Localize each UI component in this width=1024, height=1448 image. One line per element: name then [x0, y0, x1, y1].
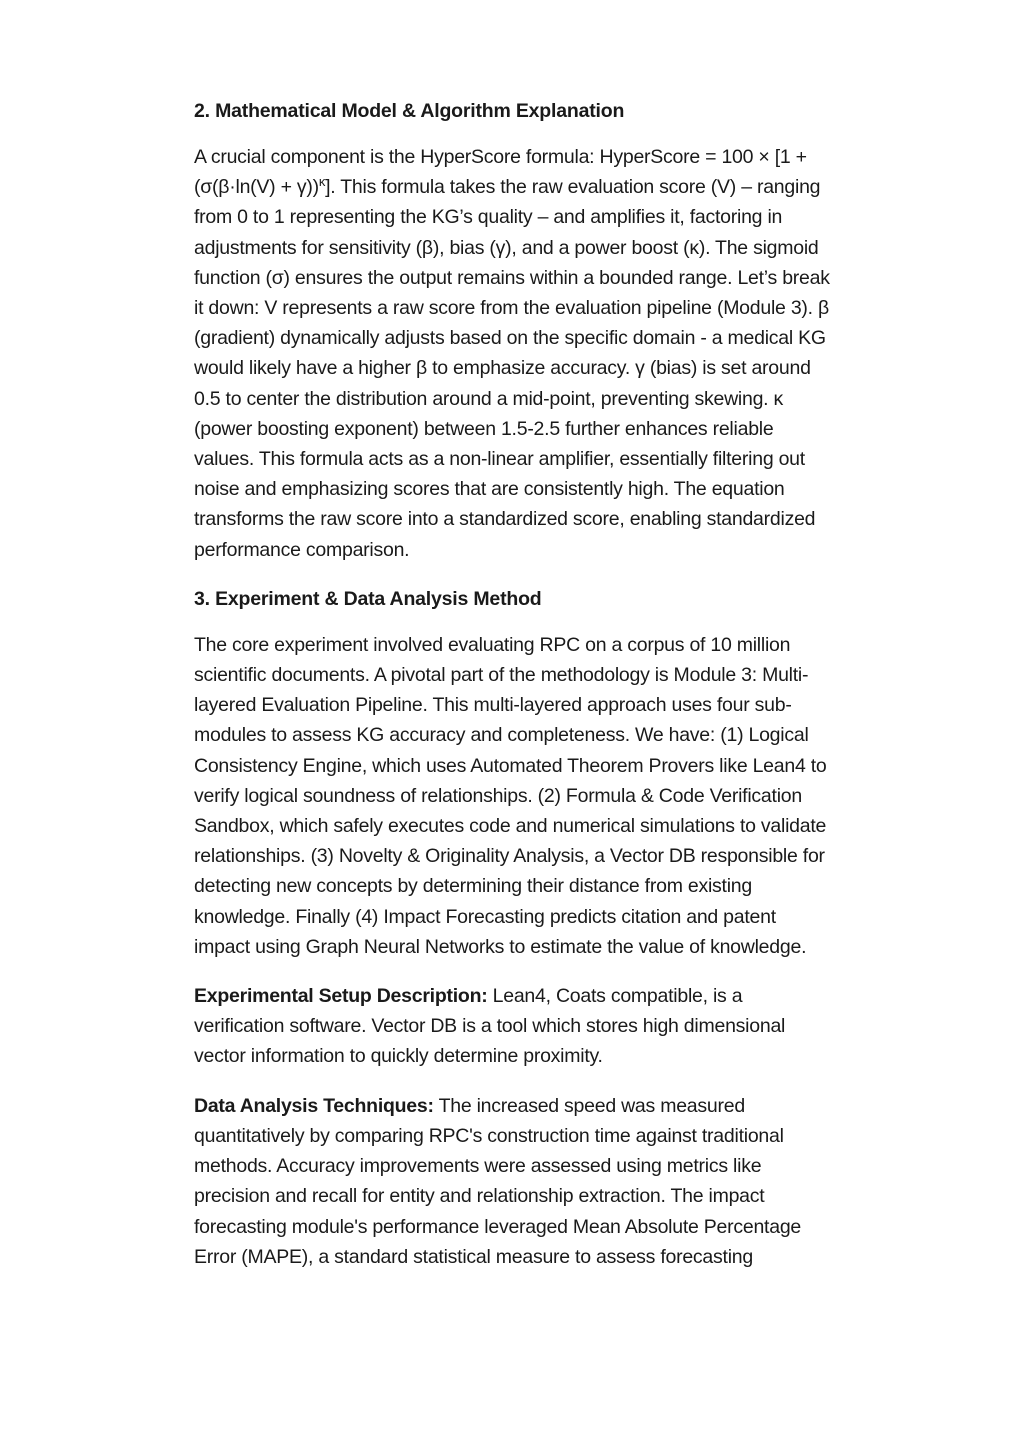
- paragraph-experimental-setup: [194, 981, 830, 1072]
- paragraph-hyperscore: [194, 142, 830, 565]
- data-analysis-text: The increased speed was measured quantitatively by comparing RPC's construction time against traditional methods. Accuracy improvements were assessed using metrics like precision and recall for entity and relationship extraction. The impact forecasting module's performance leveraged Mean Absolute Percentage Error (MAPE), a standard statistical measure to assess forecasting: [194, 1094, 802, 1268]
- document-page: [194, 96, 830, 1291]
- experimental-setup-label: Experimental Setup Description:: [194, 985, 488, 1008]
- section-heading-experiment: 3. Experiment & Data Analysis Method: [194, 587, 542, 610]
- hyperscore-formula-text: A crucial component is the HyperScore formula: HyperScore = 100 × [1 + (σ(β·ln(V) + γ)): [194, 146, 807, 199]
- formula-exponent-kappa: κ: [318, 174, 326, 190]
- experimental-setup-text: Lean4, Coats compatible, is a verification software. Vector DB is a tool which stores high dimensional vector information to quickly determine proximity.: [194, 985, 786, 1068]
- paragraph-core-experiment: The core experiment involved evaluating RPC on a corpus of 10 million scientific documents. A pivotal part of the methodology is Module 3: Multi-layered Evaluation Pipeline. This multi-layered approach uses four sub-modules to assess KG accuracy and completeness. We have: (1) Logical Consistency Engine, which uses Automated Theorem Provers like Lean4 to verify logical soundness of relationships. (2) Formula & Code Verification Sandbox, which safely executes code and numerical simulations to validate relationships. (3) Novelty & Originality Analysis, a Vector DB responsible for detecting new concepts by determining their distance from existing knowledge. Finally (4) Impact Forecasting predicts citation and patent impact using Graph Neural Networks to estimate the value of knowledge.: [194, 633, 827, 958]
- section-heading-math-model: 2. Mathematical Model & Algorithm Explanation: [194, 100, 625, 122]
- data-analysis-label: Data Analysis Techniques:: [194, 1094, 434, 1117]
- paragraph-data-analysis: [194, 1091, 830, 1272]
- hyperscore-explanation-text: ]. This formula takes the raw evaluation score (V) – ranging from 0 to 1 representing the KG’s quality – and amplifies it, factoring in adjustments for sensitivity (β), bias (γ), and a power boost (κ). The sigmoid function (σ) ensures the output remains within a bounded range. Let’s break it down: V represents a raw score from the evaluation pipeline (Module 3). β (gradient) dynamically adjusts based on the specific domain - a medical KG would likely have a higher β to emphasize accuracy. γ (bias) is set around 0.5 to center the distribution around a mid-point, preventing skewing. κ (power boosting exponent) between 1.5-2.5 further enhances reliable values. This formula acts as a non-linear amplifier, essentially filtering out noise and emphasizing scores that are consistently high. The equation transforms the raw score into a standardized score, enabling standardized performance comparison.: [194, 176, 830, 561]
